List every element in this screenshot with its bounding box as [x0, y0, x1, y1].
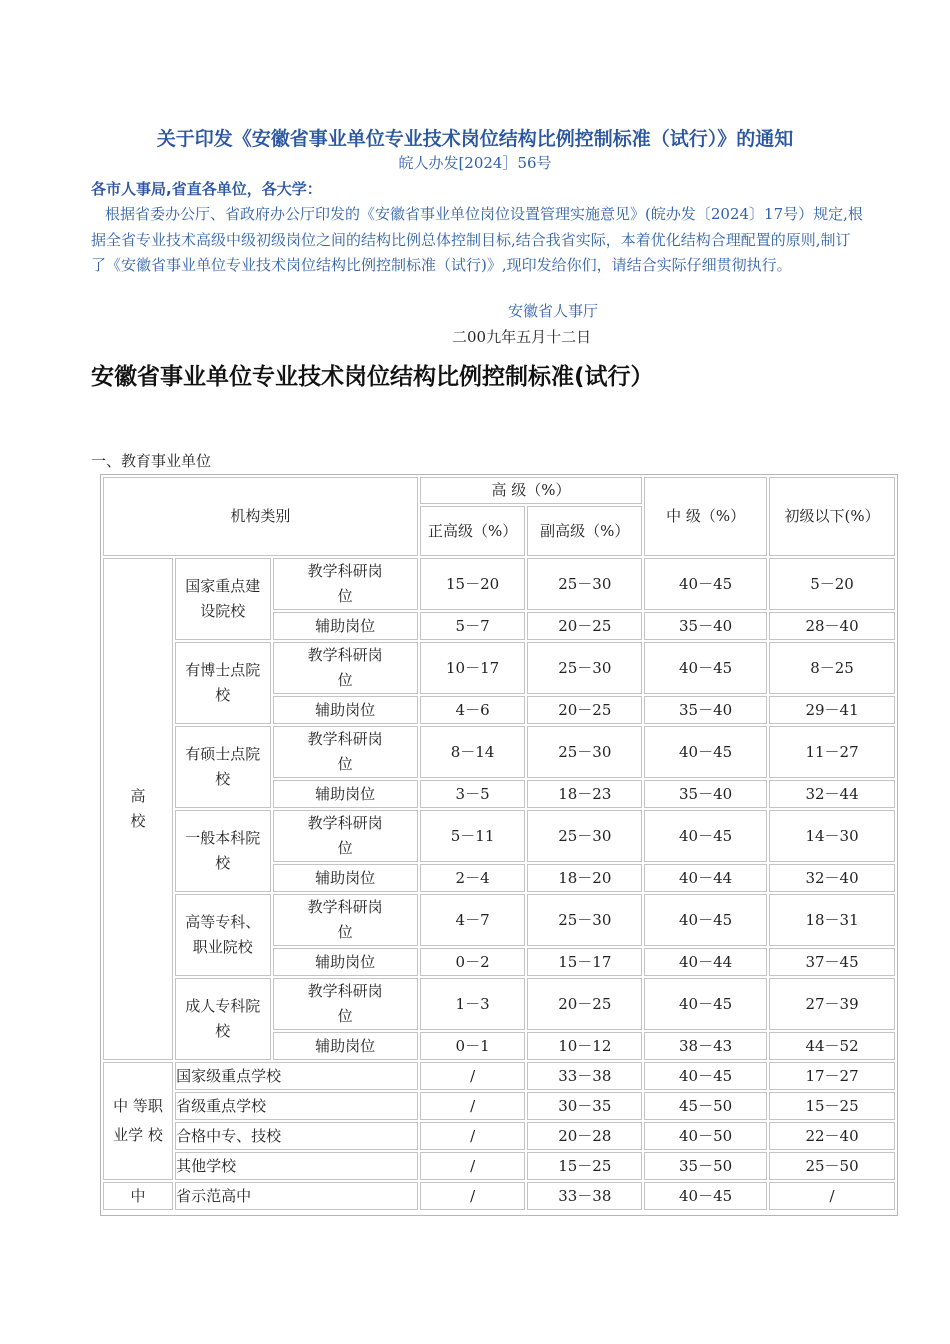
notice-title: 关于印发《安徽省事业单位专业技术岗位结构比例控制标准（试行）》的通知	[156, 128, 794, 150]
header-vice-senior: 副高级（%）	[527, 506, 642, 556]
role-teaching-research: 教学科研岗位	[273, 558, 418, 610]
ratio-cell: 35－40	[644, 780, 767, 808]
ratio-cell: 29－41	[769, 696, 895, 724]
ratio-cell: 32－40	[769, 864, 895, 892]
table-row	[103, 558, 895, 610]
header-category: 机构类别	[103, 477, 418, 556]
ratio-cell: 25－50	[769, 1152, 895, 1180]
institution-type: 其他学校	[175, 1152, 418, 1180]
ratio-cell: 45－50	[644, 1092, 767, 1120]
ratio-cell: 35－40	[644, 612, 767, 640]
institution-type: 省级重点学校	[175, 1092, 418, 1120]
ratio-cell: 25－30	[527, 810, 642, 862]
ratio-cell: 40－50	[644, 1122, 767, 1150]
ratio-table-body	[103, 477, 895, 1210]
ratio-cell: 40－45	[644, 642, 767, 694]
ratio-cell: 30－35	[527, 1092, 642, 1120]
ratio-cell: 0－1	[420, 1032, 526, 1060]
ratio-cell: 40－45	[644, 978, 767, 1030]
table-row	[103, 726, 895, 778]
ratio-cell: 18－31	[769, 894, 895, 946]
table-row	[103, 1092, 895, 1120]
ratio-cell: 25－30	[527, 894, 642, 946]
institution-type: 高等专科、职业院校	[175, 894, 270, 976]
ratio-cell: 8－14	[420, 726, 526, 778]
table-row	[103, 1062, 895, 1090]
header-row	[103, 477, 895, 504]
institution-type: 有博士点院校	[175, 642, 270, 724]
ratio-cell: 15－25	[527, 1152, 642, 1180]
institution-type: 国家重点建设院校	[175, 558, 270, 640]
table-row	[103, 810, 895, 862]
institution-type: 一般本科院校	[175, 810, 270, 892]
role-assisting: 辅助岗位	[273, 948, 418, 976]
ratio-cell: 40－45	[644, 1182, 767, 1210]
ratio-cell: 33－38	[527, 1182, 642, 1210]
ratio-cell: 3－5	[420, 780, 526, 808]
ratio-cell: 20－28	[527, 1122, 642, 1150]
ratio-cell: 40－45	[644, 894, 767, 946]
group-label-higher-ed: 高校	[103, 558, 173, 1060]
role-teaching-research: 教学科研岗位	[273, 894, 418, 946]
ratio-cell: 11－27	[769, 726, 895, 778]
signing-organization: 安徽省人事厅	[508, 302, 599, 320]
ratio-cell: 32－44	[769, 780, 895, 808]
institution-type: 成人专科院校	[175, 978, 270, 1060]
ratio-cell: 40－45	[644, 1062, 767, 1090]
table-row	[103, 1182, 895, 1210]
header-senior: 高 级（%）	[420, 477, 642, 504]
ratio-cell: 40－44	[644, 948, 767, 976]
institution-type: 合格中专、技校	[175, 1122, 418, 1150]
header-junior: 初级以下(%）	[769, 477, 895, 556]
role-teaching-research: 教学科研岗位	[273, 642, 418, 694]
ratio-cell: 5－20	[769, 558, 895, 610]
ratio-cell: 38－43	[644, 1032, 767, 1060]
addressee: 各市人事局,省直各单位，各大学：	[91, 180, 322, 198]
ratio-table-container	[100, 474, 898, 1216]
ratio-cell: 17－27	[769, 1062, 895, 1090]
institution-type: 省示范高中	[175, 1182, 418, 1210]
role-teaching-research: 教学科研岗位	[273, 978, 418, 1030]
header-full-senior: 正高级（%）	[420, 506, 526, 556]
institution-type: 有硕士点院校	[175, 726, 270, 808]
ratio-cell: 10－12	[527, 1032, 642, 1060]
ratio-cell: 25－30	[527, 726, 642, 778]
table-row	[103, 978, 895, 1030]
role-assisting: 辅助岗位	[273, 612, 418, 640]
ratio-cell: 20－25	[527, 696, 642, 724]
ratio-cell: 28－40	[769, 612, 895, 640]
ratio-cell: 35－40	[644, 696, 767, 724]
role-assisting: 辅助岗位	[273, 780, 418, 808]
ratio-cell: 33－38	[527, 1062, 642, 1090]
ratio-cell: /	[769, 1182, 895, 1210]
role-teaching-research: 教学科研岗位	[273, 810, 418, 862]
role-teaching-research: 教学科研岗位	[273, 726, 418, 778]
ratio-cell: 27－39	[769, 978, 895, 1030]
ratio-cell: 35－50	[644, 1152, 767, 1180]
ratio-cell: 40－45	[644, 558, 767, 610]
ratio-cell: 15－25	[769, 1092, 895, 1120]
signing-date: 二00九年五月十二日	[452, 328, 592, 346]
ratio-cell: 4－6	[420, 696, 526, 724]
ratio-cell: 14－30	[769, 810, 895, 862]
ratio-cell: 25－30	[527, 642, 642, 694]
ratio-cell: 40－45	[644, 810, 767, 862]
table-row	[103, 1122, 895, 1150]
ratio-cell: 44－52	[769, 1032, 895, 1060]
ratio-cell: 20－25	[527, 612, 642, 640]
ratio-cell: 2－4	[420, 864, 526, 892]
ratio-cell: 4－7	[420, 894, 526, 946]
section-heading: 一、教育事业单位	[91, 452, 212, 470]
ratio-cell: 40－45	[644, 726, 767, 778]
institution-type: 国家级重点学校	[175, 1062, 418, 1090]
ratio-cell: /	[420, 1182, 526, 1210]
ratio-cell: 18－20	[527, 864, 642, 892]
ratio-cell: 25－30	[527, 558, 642, 610]
standard-title: 安徽省事业单位专业技术岗位结构比例控制标准(试行）	[91, 364, 654, 390]
ratio-cell: /	[420, 1092, 526, 1120]
ratio-table	[101, 475, 897, 1212]
ratio-cell: 22－40	[769, 1122, 895, 1150]
role-assisting: 辅助岗位	[273, 1032, 418, 1060]
ratio-cell: 10－17	[420, 642, 526, 694]
ratio-cell: /	[420, 1122, 526, 1150]
ratio-cell: 8－25	[769, 642, 895, 694]
ratio-cell: 5－7	[420, 612, 526, 640]
ratio-cell: 18－23	[527, 780, 642, 808]
table-row	[103, 642, 895, 694]
ratio-cell: /	[420, 1152, 526, 1180]
group-label-middle_school: 中	[103, 1182, 173, 1210]
table-row	[103, 894, 895, 946]
ratio-cell: 0－2	[420, 948, 526, 976]
role-assisting: 辅助岗位	[273, 864, 418, 892]
role-assisting: 辅助岗位	[273, 696, 418, 724]
group-label-vocational: 中 等职业学 校	[103, 1062, 173, 1180]
ratio-cell: 40－44	[644, 864, 767, 892]
ratio-cell: 15－20	[420, 558, 526, 610]
ratio-cell: 1－3	[420, 978, 526, 1030]
table-row	[103, 1152, 895, 1180]
notice-body: 根据省委办公厅、省政府办公厅印发的《安徽省事业单位岗位设置管理实施意见》(皖办发〔2024〕17号）规定,根据全省专业技术高级中级初级岗位之间的结构比例总体控制目标,结合我省实际，本着优化结构合理配置的原则,制订了《安徽省事业单位专业技术岗位结构比例控制标准（试行)》,现印发给你们，请结合实际仔细贯彻执行。	[91, 205, 863, 274]
header-middle: 中 级（%）	[644, 477, 767, 556]
ratio-cell: /	[420, 1062, 526, 1090]
document-number: 皖人办发[2024］56号	[398, 154, 552, 172]
ratio-cell: 20－25	[527, 978, 642, 1030]
ratio-cell: 37－45	[769, 948, 895, 976]
ratio-cell: 15－17	[527, 948, 642, 976]
ratio-cell: 5－11	[420, 810, 526, 862]
